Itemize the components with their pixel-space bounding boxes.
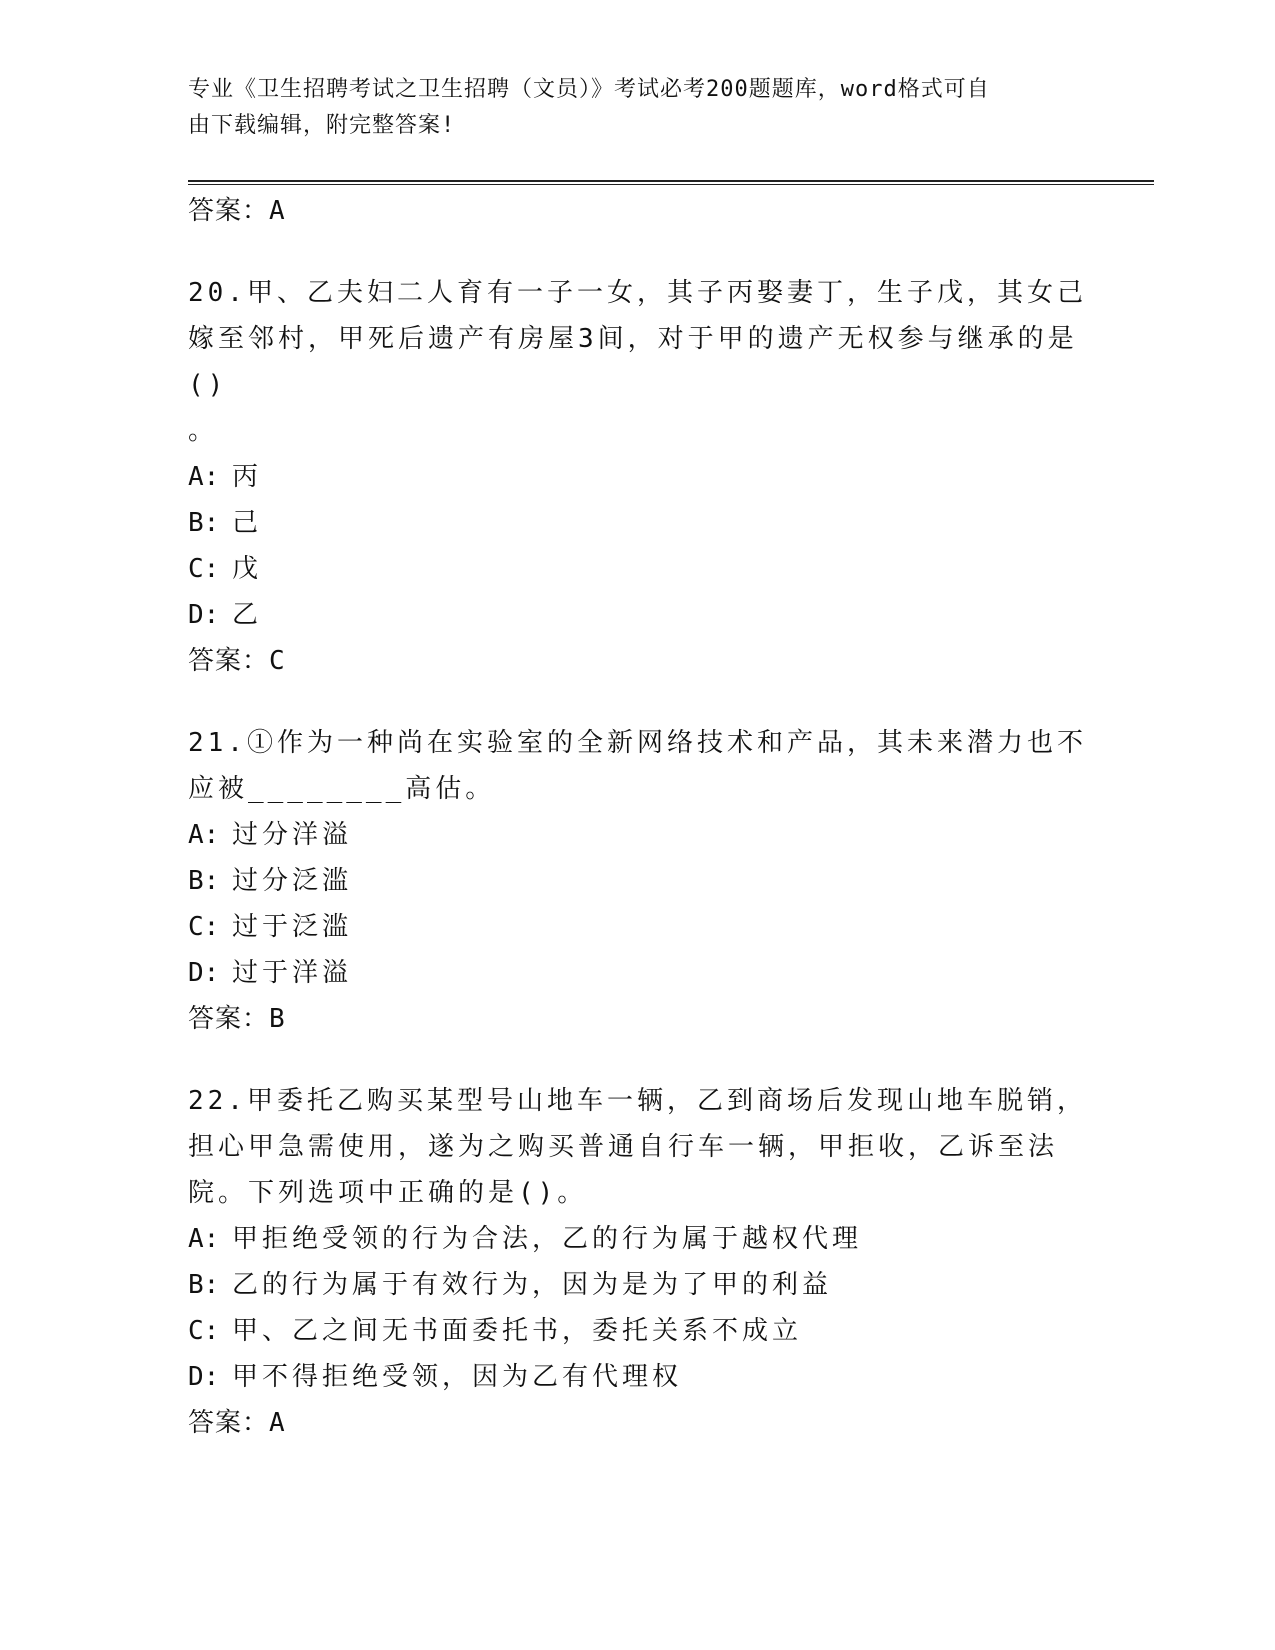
option-letter: D: (188, 1362, 220, 1392)
option-text: 甲不得拒绝受领，因为乙有代理权 (232, 1362, 683, 1392)
question-stem: 21.①作为一种尚在实验室的全新网络技术和产品，其未来潜力也不应被________高估。 (188, 728, 1087, 804)
option-letter: B: (188, 866, 220, 896)
option-d (188, 950, 1088, 996)
option-text: 乙 (232, 600, 263, 630)
option-text: 己 (232, 508, 263, 538)
page-header (188, 72, 1068, 144)
header-line-2: 由下载编辑，附完整答案! (188, 113, 456, 138)
answer-line: 答案：C (188, 646, 286, 676)
option-letter: A: (188, 462, 220, 492)
option-text: 过于泛滥 (232, 912, 353, 942)
document-body (188, 188, 1088, 1446)
option-a (188, 454, 1088, 500)
option-letter: D: (188, 958, 220, 988)
option-text: 甲拒绝受领的行为合法，乙的行为属于越权代理 (232, 1224, 863, 1254)
option-text: 戊 (232, 554, 263, 584)
answer-line: 答案：B (188, 1004, 286, 1034)
option-d (188, 592, 1088, 638)
question-stem-tail: 。 (188, 416, 219, 446)
question-stem: 22.甲委托乙购买某型号山地车一辆，乙到商场后发现山地车脱销，担心甲急需使用，遂为之购买普通自行车一辆，甲拒收，乙诉至法院。下列选项中正确的是()。 (188, 1086, 1087, 1208)
option-letter: D: (188, 600, 220, 630)
option-text: 丙 (232, 462, 263, 492)
option-b (188, 858, 1088, 904)
option-letter: A: (188, 1224, 220, 1254)
answer-line: 答案：A (188, 1408, 286, 1438)
option-d (188, 1354, 1088, 1400)
option-text: 甲、乙之间无书面委托书，委托关系不成立 (232, 1316, 803, 1346)
option-letter: B: (188, 508, 220, 538)
previous-answer: 答案：A (188, 196, 286, 226)
option-b (188, 1262, 1088, 1308)
option-a (188, 1216, 1088, 1262)
option-c (188, 904, 1088, 950)
option-letter: C: (188, 912, 220, 942)
option-letter: B: (188, 1270, 220, 1300)
option-letter: C: (188, 554, 220, 584)
option-letter: C: (188, 1316, 220, 1346)
option-letter: A: (188, 820, 220, 850)
question-21 (188, 720, 1088, 1042)
question-20 (188, 270, 1088, 684)
question-22 (188, 1078, 1088, 1446)
option-text: 过于洋溢 (232, 958, 353, 988)
option-a (188, 812, 1088, 858)
header-line-1: 专业《卫生招聘考试之卫生招聘（文员）》考试必考200题题库，word格式可自 (188, 77, 990, 102)
option-b (188, 500, 1088, 546)
question-stem: 20.甲、乙夫妇二人育有一子一女，其子丙娶妻丁，生子戊，其女己嫁至邻村，甲死后遗产有房屋3间，对于甲的遗产无权参与继承的是() (188, 278, 1087, 400)
option-c (188, 546, 1088, 592)
option-text: 过分泛滥 (232, 866, 353, 896)
option-text: 乙的行为属于有效行为，因为是为了甲的利益 (232, 1270, 833, 1300)
header-divider (188, 180, 1154, 185)
option-text: 过分洋溢 (232, 820, 353, 850)
option-c (188, 1308, 1088, 1354)
